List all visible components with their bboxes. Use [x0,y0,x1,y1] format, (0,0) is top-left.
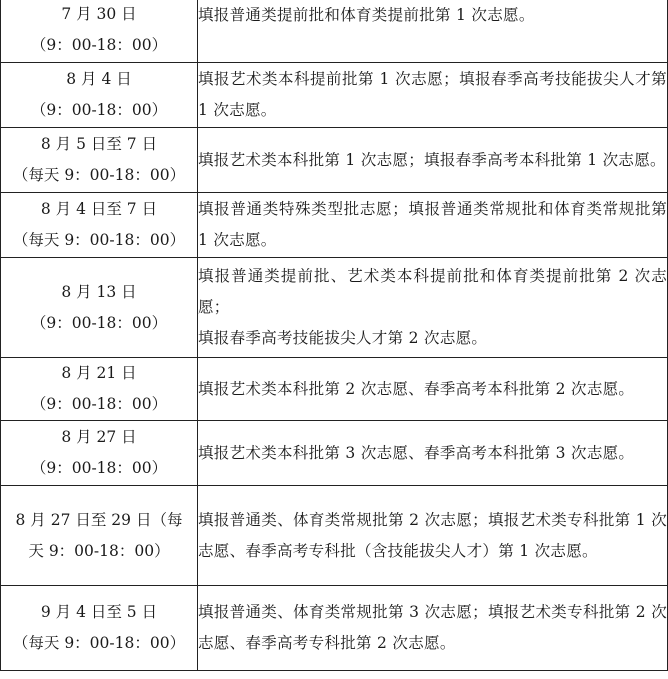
table-row [1,63,668,128]
date-cell [1,358,198,421]
description-text: 填报艺术类本科提前批第 1 次志愿；填报春季高考技能拔尖人才第 1 次志愿。 [198,70,667,119]
date-cell [1,421,198,486]
date-text: 9 月 4 日至 5 日 [40,603,158,621]
date-text: 8 月 27 日至 29 日（每天 9：00-18：00） [15,510,183,560]
date-text: 8 月 4 日至 7 日 [40,200,158,218]
description-cell [198,193,668,258]
date-cell [1,0,198,63]
date-text: 7 月 30 日 [61,4,137,23]
date-cell [1,193,198,258]
description-text: 填报艺术类本科批第 1 次志愿；填报春季高考本科批第 1 次志愿。 [198,150,666,169]
description-text: 填报普通类提前批和体育类提前批第 1 次志愿。 [198,6,535,24]
description-text: 填报春季高考技能拔尖人才第 2 次志愿。 [198,329,488,347]
date-text: 8 月 13 日 [61,282,137,301]
time-text: （每天 9：00-18：00） [12,231,186,249]
date-cell [1,486,198,586]
date-text: 8 月 21 日 [61,364,137,382]
description-cell [198,0,668,63]
description-text: 填报普通类特殊类型批志愿；填报普通类常规批和体育类常规批第 1 次志愿。 [198,200,667,249]
table-row [1,193,668,258]
time-text: （9：00-18：00） [30,459,168,477]
table-row [1,586,668,671]
time-text: （每天 9：00-18：00） [12,634,186,652]
date-text: 8 月 4 日 [66,70,132,88]
description-text: 填报普通类、体育类常规批第 2 次志愿；填报艺术类专科批第 1 次志愿、春季高考专科批（含技能拔尖人才）第 1 次志愿。 [198,510,667,560]
date-cell [1,128,198,193]
date-cell [1,258,198,358]
description-cell [198,486,668,586]
description-text: 填报艺术类本科批第 2 次志愿、春季高考本科批第 2 次志愿。 [198,379,635,398]
description-cell [198,258,668,358]
description-cell [198,421,668,486]
time-text: （9：00-18：00） [30,313,168,332]
description-cell [198,358,668,421]
time-text: （9：00-18：00） [30,35,168,54]
table-row [1,486,668,586]
time-text: （9：00-18：00） [30,395,168,413]
table-row [1,0,668,63]
description-text: 填报艺术类本科批第 3 次志愿、春季高考本科批第 3 次志愿。 [198,443,635,462]
date-text: 8 月 5 日至 7 日 [40,135,158,153]
description-cell [198,63,668,128]
table-row [1,421,668,486]
table-row [1,358,668,421]
date-text: 8 月 27 日 [61,428,137,446]
time-text: （每天 9：00-18：00） [12,166,186,184]
table-row [1,128,668,193]
description-text: 填报普通类、体育类常规批第 3 次志愿；填报艺术类专科批第 2 次志愿、春季高考专科批第 2 次志愿。 [198,603,667,652]
description-cell [198,586,668,671]
date-cell [1,63,198,128]
date-cell [1,586,198,671]
time-text: （9：00-18：00） [30,101,168,119]
description-text: 填报普通类提前批、艺术类本科提前批和体育类提前批第 2 次志愿； [198,267,667,316]
description-cell [198,128,668,193]
table-row [1,258,668,358]
